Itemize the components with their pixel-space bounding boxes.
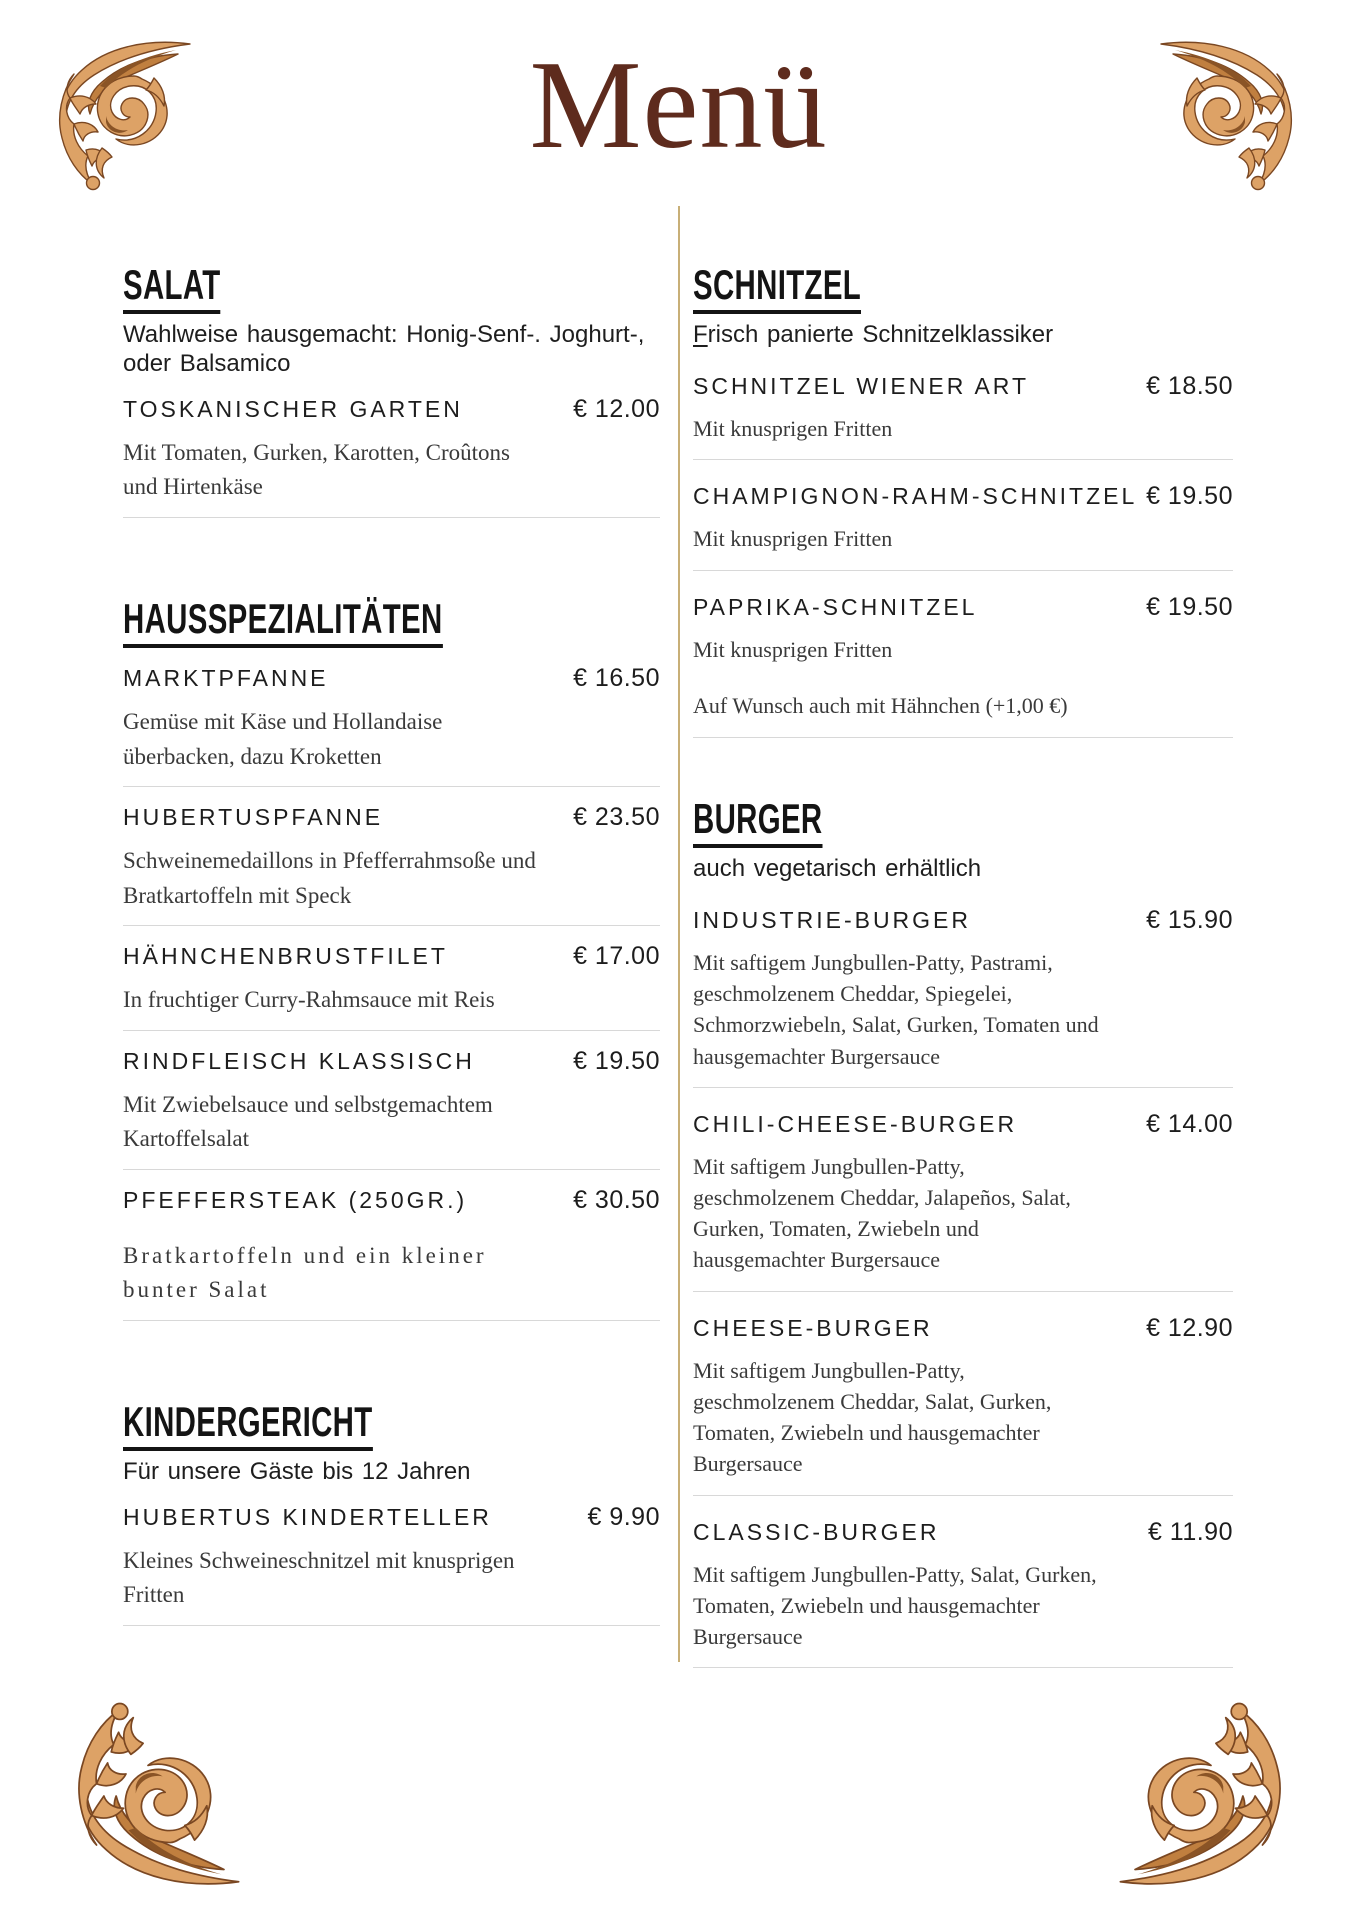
item-name: HÄHNCHENBRUSTFILET [123, 943, 448, 970]
section-heading-text: HAUSSPEZIALITÄTEN [123, 596, 443, 648]
item-price: € 11.90 [1147, 1517, 1233, 1546]
item-price: € 17.00 [573, 942, 660, 971]
item-price: € 12.90 [1146, 1313, 1233, 1342]
item-description: Mit saftigem Jungbullen-Patty, geschmolzenem Cheddar, Jalapeños, Salat, Gurken, Tomaten, Zwiebeln und hausgemachter Burgersauce [693, 1153, 1071, 1273]
column-divider [678, 206, 680, 1662]
menu-item-toskanischer-garten [123, 395, 660, 518]
item-price: € 19.50 [1146, 482, 1233, 511]
item-row [693, 593, 1233, 622]
item-row [693, 482, 1233, 511]
section-subtitle-schnitzel: Frisch panierte Schnitzelklassiker [693, 321, 1054, 349]
section-heading-text: BURGER [693, 796, 823, 848]
item-divider [693, 1667, 1233, 1668]
item-name: PFEFFERSTEAK (250GR.) [123, 1186, 468, 1213]
item-description: Mit saftigem Jungbullen-Patty, Salat, Gurken, Tomaten, Zwiebeln und hausgemachter Burgersauce [693, 1561, 1097, 1650]
item-row [123, 1047, 660, 1076]
item-row [693, 1518, 1233, 1547]
item-price: € 19.50 [573, 1046, 660, 1075]
item-row [123, 1186, 660, 1215]
item-divider [123, 1030, 660, 1031]
right-column [693, 262, 1233, 1668]
menu-item-hubertus-kinderteller [123, 1503, 660, 1626]
item-name: CHAMPIGNON-RAHM-SCHNITZEL [693, 483, 1138, 510]
menu-item-industrie-burger [693, 906, 1233, 1088]
item-price: € 18.50 [1146, 372, 1233, 401]
item-description: In fruchtiger Curry-Rahmsauce mit Reis [123, 987, 495, 1013]
item-price: € 12.00 [573, 394, 660, 423]
item-divider [693, 1495, 1233, 1496]
item-description: Mit knusprigen Fritten [693, 416, 893, 442]
menu-item-classic-burger [693, 1518, 1233, 1669]
item-row [693, 906, 1233, 935]
item-name: RINDFLEISCH KLASSISCH [123, 1047, 475, 1074]
menu-item-hubertuspfanne [123, 803, 660, 926]
item-price: € 9.90 [587, 1502, 660, 1531]
section-schnitzel [693, 262, 1233, 738]
item-description: Mit Zwiebelsauce und selbstgemachtem Kartoffelsalat [123, 1091, 493, 1152]
item-description: Bratkartoffeln und ein kleiner bunter Salat [123, 1242, 487, 1303]
section-heading-kindergericht [123, 1399, 660, 1451]
item-row [693, 1314, 1233, 1343]
item-price: € 14.00 [1146, 1109, 1233, 1138]
item-name: TOSKANISCHER GARTEN [123, 395, 463, 422]
section-kindergericht [123, 1399, 660, 1626]
item-description: Mit Tomaten, Gurken, Karotten, Croûtons und Hirtenkäse [123, 439, 510, 500]
section-heading-salat [123, 262, 660, 314]
item-name: PAPRIKA-SCHNITZEL [693, 593, 978, 620]
item-divider [123, 925, 660, 926]
section-heading-schnitzel [693, 262, 1233, 314]
item-price: € 19.50 [1146, 592, 1233, 621]
section-heading-text: KINDERGERICHT [123, 1399, 373, 1451]
section-heading-text: SCHNITZEL [693, 262, 861, 314]
menu-item-chili-cheese-burger [693, 1110, 1233, 1292]
section-hausspezialitaeten [123, 596, 660, 1321]
item-price: € 30.50 [573, 1185, 660, 1214]
item-row [693, 372, 1233, 401]
item-divider [123, 1320, 660, 1321]
item-row [123, 803, 660, 832]
menu-item-marktpfanne [123, 664, 660, 787]
section-heading-hausspezialitaeten [123, 596, 660, 648]
item-description: Schweinemedaillons in Pfefferrahmsoße und Bratkartoffeln mit Speck [123, 848, 536, 908]
corner-flourish-icon-bottom-left [50, 1698, 246, 1894]
item-row [123, 664, 660, 693]
menu-item-schnitzel-wiener-art [693, 372, 1233, 460]
item-divider [123, 1625, 660, 1626]
item-divider [693, 1087, 1233, 1088]
item-name: CHEESE-BURGER [693, 1314, 933, 1341]
left-column [123, 262, 660, 1626]
item-divider [123, 1169, 660, 1170]
menu-item-rindfleisch-klassisch [123, 1047, 660, 1170]
menu-item-pfeffersteak [123, 1186, 660, 1321]
item-description: Mit knusprigen Fritten [693, 636, 893, 662]
menu-item-haehnchenbrustfilet [123, 942, 660, 1031]
item-name: SCHNITZEL WIENER ART [693, 373, 1030, 400]
item-description: Kleines Schweineschnitzel mit knusprigen Fritten [123, 1547, 515, 1608]
item-divider [123, 517, 660, 518]
item-name: HUBERTUS KINDERTELLER [123, 1503, 492, 1530]
menu-item-cheese-burger [693, 1314, 1233, 1496]
corner-flourish-icon-bottom-right [1113, 1698, 1309, 1894]
section-burger [693, 796, 1233, 1669]
page-title: Menü [529, 36, 828, 175]
item-price: € 16.50 [573, 664, 660, 693]
section-subtitle-kindergericht: Für unsere Gäste bis 12 Jahren [123, 1458, 471, 1486]
item-description: Mit saftigem Jungbullen-Patty, Pastrami, geschmolzenem Cheddar, Spiegelei, Schmorzwiebeln, Salat, Gurken, Tomaten und hausgemachter Burgersauce [693, 949, 1099, 1069]
item-name: CHILI-CHEESE-BURGER [693, 1110, 1018, 1137]
section-subtitle-salat: Wahlweise hausgemacht: Honig-Senf-. Joghurt-, oder Balsamico [123, 321, 645, 378]
item-row [123, 395, 660, 424]
item-name: CLASSIC-BURGER [693, 1518, 940, 1545]
item-description: Mit knusprigen Fritten [693, 526, 893, 552]
section-salat [123, 262, 660, 518]
item-divider [693, 737, 1233, 738]
item-name: HUBERTUSPFANNE [123, 804, 384, 831]
item-row [123, 1503, 660, 1532]
item-name: MARKTPFANNE [123, 665, 329, 692]
item-divider [693, 570, 1233, 571]
item-row [693, 1110, 1233, 1139]
item-divider [693, 1291, 1233, 1292]
item-description: Gemüse mit Käse und Hollandaise überbacken, dazu Kroketten [123, 709, 443, 769]
item-price: € 23.50 [573, 803, 660, 832]
item-row [123, 942, 660, 971]
item-description: Mit saftigem Jungbullen-Patty, geschmolzenem Cheddar, Salat, Gurken, Tomaten, Zwiebeln und hausgemachter Burgersauce [693, 1357, 1052, 1477]
section-note: Auf Wunsch auch mit Hähnchen (+1,00 €) [693, 692, 1068, 718]
item-name: INDUSTRIE-BURGER [693, 906, 972, 933]
item-divider [693, 459, 1233, 460]
item-price: € 15.90 [1146, 905, 1233, 934]
item-divider [123, 786, 660, 787]
section-subtitle-burger: auch vegetarisch erhältlich [693, 855, 982, 883]
section-heading-text: SALAT [123, 262, 221, 314]
menu-item-paprika-schnitzel [693, 593, 1233, 738]
section-heading-burger [693, 796, 1233, 848]
menu-item-champignon-rahm-schnitzel [693, 482, 1233, 570]
